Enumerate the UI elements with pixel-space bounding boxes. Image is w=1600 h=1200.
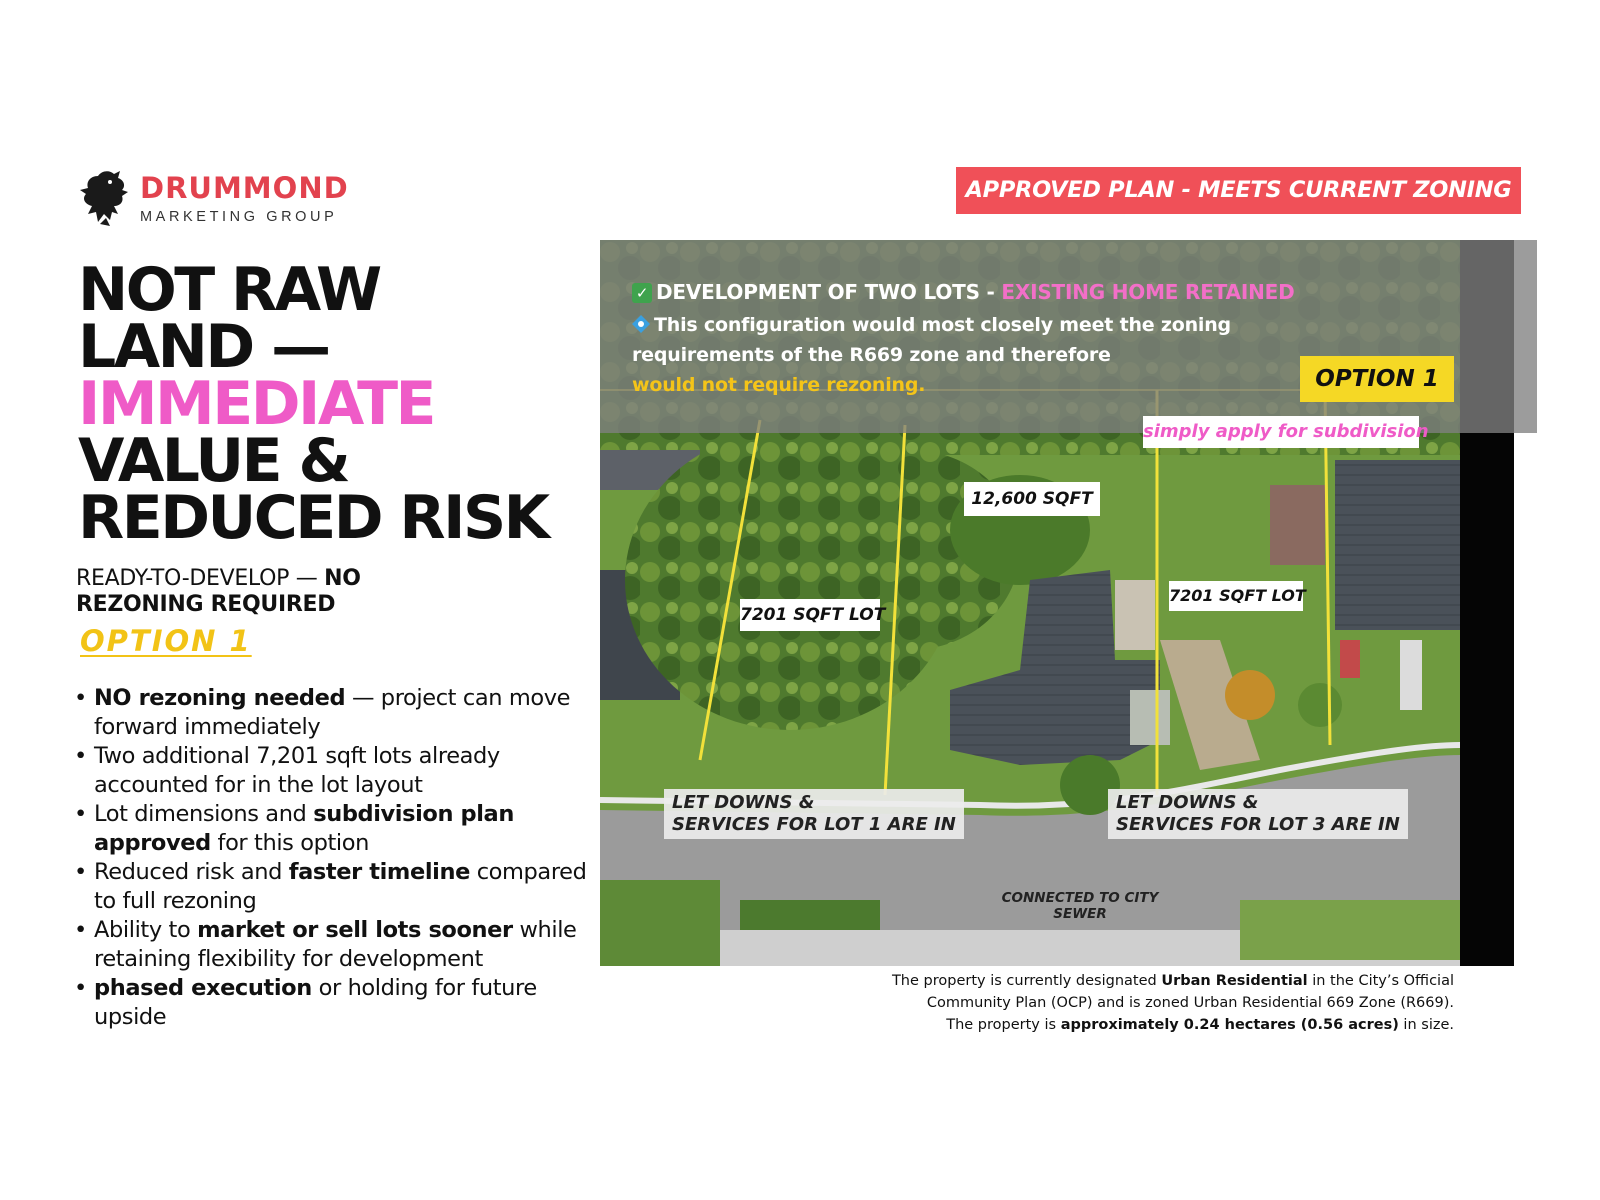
description-line: This configuration would most closely meet the zoning xyxy=(654,314,1231,336)
headline-line-2: LAND — xyxy=(78,312,329,382)
bullet-text: while retaining flexibility for development xyxy=(94,917,577,972)
let-downs-line: LET DOWNS & xyxy=(672,792,815,813)
subheadline-bold-1: NO xyxy=(324,566,361,591)
headline-line-5: REDUCED RISK xyxy=(78,483,548,553)
option-label: OPTION 1 xyxy=(1300,356,1454,402)
caption-bold: approximately 0.24 hectares (0.56 acres) xyxy=(1060,1017,1399,1033)
headline-line-4: VALUE & xyxy=(78,426,349,496)
development-title xyxy=(632,280,1294,304)
list-item xyxy=(74,742,614,800)
development-title-highlight: EXISTING HOME RETAINED xyxy=(1001,280,1295,304)
caption-text: in size. xyxy=(1398,1017,1454,1033)
sewer-connection-label: CONNECTED TO CITY SEWER xyxy=(1001,890,1159,922)
bullet-text: — project can move forward immediately xyxy=(94,685,571,740)
bullet-bold: faster timeline xyxy=(288,859,470,885)
lion-rampant-icon xyxy=(80,168,136,230)
property-caption xyxy=(850,970,1454,1036)
bullet-text: compared to full rezoning xyxy=(94,859,587,914)
let-downs-lot-3 xyxy=(1108,789,1408,839)
bullet-text: Ability to xyxy=(94,917,198,943)
bullet-bold: approved xyxy=(94,830,211,856)
let-downs-line: LET DOWNS & xyxy=(1116,792,1259,813)
development-title-text: DEVELOPMENT OF TWO LOTS - xyxy=(656,280,1002,304)
company-logo xyxy=(80,168,380,230)
let-downs-line: SERVICES FOR LOT 1 ARE IN xyxy=(672,814,956,835)
caption-text: The property is xyxy=(946,1017,1061,1033)
headline-line-1: NOT RAW xyxy=(78,255,380,325)
list-item xyxy=(74,916,614,974)
let-downs-lot-1 xyxy=(664,789,964,839)
list-item xyxy=(74,684,614,742)
bullet-bold: market or sell lots sooner xyxy=(197,917,513,943)
bullet-text: or holding for future upside xyxy=(94,975,537,1030)
bullet-text: Reduced risk and xyxy=(94,859,289,885)
logo-tagline: MARKETING GROUP xyxy=(140,209,338,225)
caption-bold: Urban Residential xyxy=(1161,973,1308,989)
caption-text: The property is currently designated xyxy=(891,973,1162,989)
list-item xyxy=(74,858,614,916)
bullet-text: for this option xyxy=(210,830,369,856)
bullet-bold: phased execution xyxy=(94,975,312,1001)
caption-text: Community Plan (OCP) and is zoned Urban Residential 669 Zone (R669). xyxy=(926,995,1454,1011)
check-mark-icon: ✓ xyxy=(632,283,652,303)
approved-plan-banner: APPROVED PLAN - MEETS CURRENT ZONING xyxy=(956,167,1521,214)
headline-line-3: IMMEDIATE xyxy=(78,369,435,439)
development-description xyxy=(632,310,1272,400)
headline xyxy=(78,255,598,553)
subheadline-bold-2: REZONING REQUIRED xyxy=(76,592,336,617)
description-line: requirements of the R669 zone and therefore xyxy=(632,344,1111,366)
subheadline xyxy=(76,566,496,618)
aerial-site-plan xyxy=(600,240,1514,966)
benefits-list xyxy=(74,684,614,1032)
bullet-text: Lot dimensions and xyxy=(94,801,314,827)
list-item xyxy=(74,974,614,1032)
list-item xyxy=(74,800,614,858)
bullet-bold: NO rezoning needed xyxy=(94,685,346,711)
caption-text: in the City’s Official xyxy=(1307,973,1454,989)
center-lot-size: 12,600 SQFT xyxy=(964,482,1100,516)
subdivision-note: simply apply for subdivision xyxy=(1143,416,1419,448)
bullet-bold: subdivision plan xyxy=(313,801,514,827)
right-lot-size: 7201 SQFT LOT xyxy=(1169,581,1303,611)
option-title: OPTION 1 xyxy=(80,624,252,658)
let-downs-line: SERVICES FOR LOT 3 ARE IN xyxy=(1116,814,1400,835)
logo-name: DRUMMOND xyxy=(140,171,349,205)
description-line-highlight: would not require rezoning. xyxy=(632,374,926,396)
left-lot-size: 7201 SQFT LOT xyxy=(740,599,880,631)
diamond-icon xyxy=(632,315,650,333)
subheadline-prefix: READY-TO-DEVELOP — xyxy=(76,566,325,591)
bullet-text: Two additional 7,201 sqft lots already accounted for in the lot layout xyxy=(94,743,500,798)
